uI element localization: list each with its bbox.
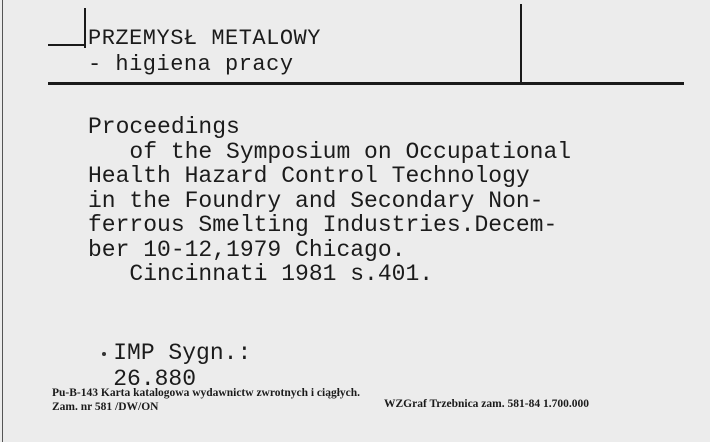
call-number-value: 26.880 [113,366,197,392]
entry-line: Proceedings [88,114,240,140]
heading-bottom-rule [48,82,684,85]
heading-column-divider [520,4,522,84]
footer-print-line2-left: Zam. nr 581 /DW/ON [52,401,159,413]
footer-print-line2-right: WZGraf Trzebnica zam. 581-84 1.700.000 [384,398,589,410]
ink-dot [102,352,106,356]
entry-line: ber 10-12,1979 Chicago. [88,236,406,263]
entry-line: of the Symposium on Occupational [88,138,572,165]
bibliographic-entry [88,115,571,287]
entry-line: ferrous Smelting Industries.Decem- [88,212,558,238]
heading-underline-rule [48,44,86,46]
subject-heading-line1: PRZEMYSŁ METALOWY [88,26,321,51]
top-left-vertical-rule [84,8,86,48]
entry-line: Health Hazard Control Technology [88,163,530,189]
entry-line: Cincinnati 1981 s.401. [88,261,434,287]
call-number-label: IMP Sygn.: [113,340,252,366]
subject-heading-line2: - higiena pracy [88,52,294,77]
card-left-edge [2,0,3,442]
footer-print-line1: Pu-B-143 Karta katalogowa wydawnictw zwrotnych i ciągłych. [52,387,361,399]
entry-line: in the Foundry and Secondary Non- [88,187,544,214]
